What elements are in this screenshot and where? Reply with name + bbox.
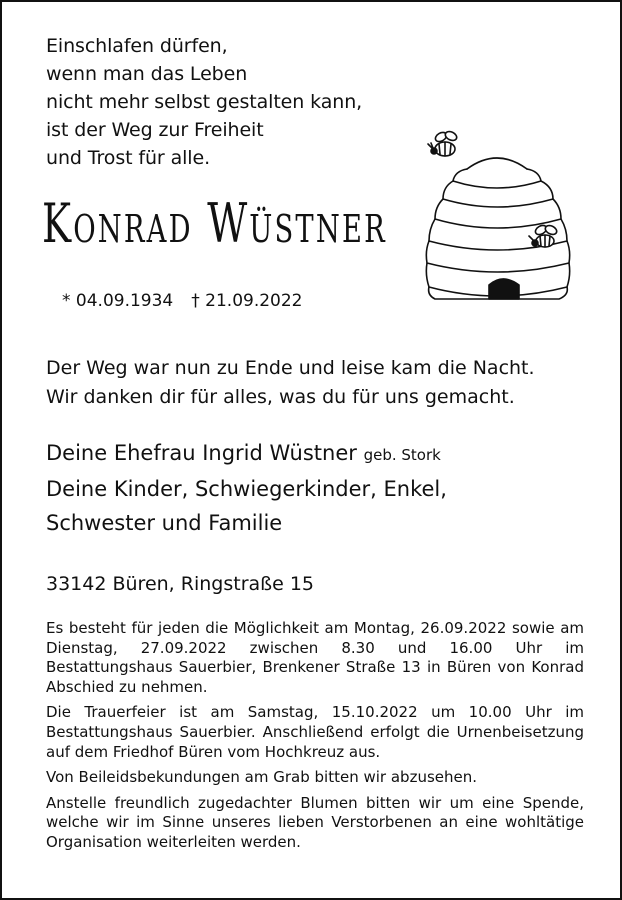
poem-line: ist der Weg zur Freiheit: [46, 119, 264, 141]
death-date: † 21.09.2022: [191, 291, 303, 311]
spouse-name: Deine Ehefrau Ingrid Wüstner: [46, 441, 357, 465]
maiden-name: geb. Stork: [363, 446, 441, 464]
bee-icon: [428, 130, 458, 156]
funeral-notes: [46, 619, 584, 859]
poem-line: nicht mehr selbst gestalten kann,: [46, 91, 363, 113]
bee-icon: [529, 224, 558, 247]
notes-paragraph: Von Beileidsbekundungen am Grab bitten wir abzusehen.: [46, 768, 478, 787]
birth-date: * 04.09.1934: [62, 291, 174, 311]
mourner-line: Deine Kinder, Schwiegerkinder, Enkel,: [46, 477, 447, 501]
verse: [46, 354, 535, 412]
beehive-with-bees-icon: [407, 117, 587, 312]
notes-paragraph: Es besteht für jeden die Möglichkeit am Montag, 26.09.2022 sowie am Dienstag, 27.09.2022 zwischen 8.30 und 16.00 Uhr im Bestattungshaus Sauerbier, Brenkener Straße 13 in Büren von Konrad Abschied zu nehmen.: [46, 619, 584, 696]
verse-line: Wir danken dir für alles, was du für uns gemacht.: [46, 386, 515, 408]
life-dates: [62, 289, 303, 313]
poem-line: wenn man das Leben: [46, 63, 248, 85]
verse-line: Der Weg war nun zu Ende und leise kam die Nacht.: [46, 357, 535, 379]
mourners: [46, 436, 447, 540]
poem-line: und Trost für alle.: [46, 147, 211, 169]
deceased-name: Konrad Wüstner: [42, 192, 387, 255]
mourner-line: [46, 436, 447, 472]
poem: [46, 32, 362, 172]
poem-line: Einschlafen dürfen,: [46, 35, 228, 57]
address: 33142 Büren, Ringstraße 15: [46, 573, 315, 595]
notes-paragraph: Die Trauerfeier ist am Samstag, 15.10.2022 um 10.00 Uhr im Bestattungshaus Sauerbier. Anschließend erfolgt die Urnenbeisetzung auf dem Friedhof Büren vom Hochkreuz aus.: [46, 703, 584, 761]
mourner-line: Schwester und Familie: [46, 511, 283, 535]
notes-paragraph: Anstelle freundlich zugedachter Blumen bitten wir um eine Spende, welche wir im Sinne unseres lieben Verstorbenen an eine wohltätige Organisation weiterleiten werden.: [46, 793, 584, 851]
